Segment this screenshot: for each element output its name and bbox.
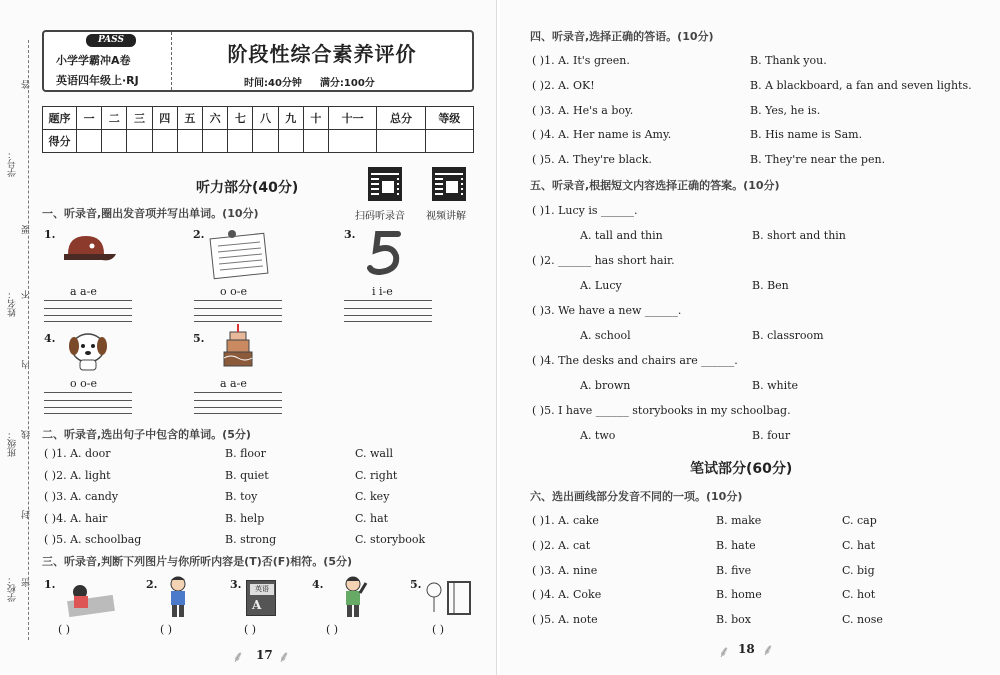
s2-question[interactable]: ( )2. A. light bbox=[44, 468, 111, 482]
writing-lines bbox=[44, 300, 132, 322]
qr-code-audio[interactable] bbox=[368, 167, 402, 201]
qr-caption-audio: 扫码听录音 bbox=[355, 211, 405, 222]
s1-options: o o-e bbox=[70, 377, 97, 390]
score-input-cell[interactable] bbox=[77, 130, 102, 153]
score-header-cell: 十一 bbox=[329, 107, 377, 130]
s5-option-a: A. Lucy bbox=[580, 279, 622, 292]
section5-title: 五、听录音,根据短文内容选择正确的答案。(10分) bbox=[530, 179, 780, 192]
time-label: 时间:40分钟 bbox=[244, 78, 302, 89]
s6-option: C. cap bbox=[842, 514, 877, 527]
s2-option: C. storybook bbox=[355, 533, 426, 546]
s2-option: C. right bbox=[355, 468, 398, 482]
grade-label: 英语四年级上·RJ bbox=[56, 74, 139, 87]
score-input-cell[interactable] bbox=[329, 130, 377, 153]
score-header-cell: 八 bbox=[253, 107, 278, 130]
s5-question[interactable]: ( )5. I have ______ storybooks in my schoolbag. bbox=[532, 404, 791, 417]
writing-lines bbox=[344, 300, 432, 322]
score-input-cell[interactable] bbox=[152, 130, 177, 153]
s4-option-b: B. Yes, he is. bbox=[750, 103, 821, 117]
score-input-cell[interactable] bbox=[303, 130, 328, 153]
boy-waving-icon bbox=[338, 575, 368, 621]
margin-label-id: 学号： bbox=[8, 150, 18, 177]
cut-line bbox=[28, 40, 29, 640]
margin-char: 答 bbox=[22, 80, 32, 89]
margin-label-name: 姓名： bbox=[8, 290, 18, 317]
s1-options: a a-e bbox=[220, 377, 247, 390]
s4-question[interactable]: ( )5. A. They're black. bbox=[532, 153, 652, 167]
s2-option: C. key bbox=[355, 490, 390, 503]
s5-question[interactable]: ( )2. ______ has short hair. bbox=[532, 254, 675, 267]
score-header-cell: 九 bbox=[278, 107, 303, 130]
score-header-cell: 十 bbox=[303, 107, 328, 130]
boy-drawing-icon bbox=[64, 580, 118, 618]
s4-option-b: B. A blackboard, a fan and seven lights. bbox=[750, 78, 972, 92]
section3-title: 三、听录音,判断下列图片与你所听内容是(T)否(F)相符。(5分) bbox=[42, 555, 353, 568]
writing-lines bbox=[194, 300, 282, 322]
s5-option-b: B. classroom bbox=[752, 329, 824, 342]
s3-answer-paren[interactable]: ( ) bbox=[160, 623, 173, 636]
score-input-cell[interactable] bbox=[102, 130, 127, 153]
margin-label-class: 班级： bbox=[8, 430, 18, 457]
writing-lines bbox=[194, 392, 282, 414]
written-title: 笔试部分(60分) bbox=[690, 461, 793, 477]
margin-char: 要 bbox=[22, 225, 32, 234]
s6-option: B. five bbox=[716, 563, 752, 577]
s1-item-number: 2. bbox=[193, 228, 205, 241]
score-input-cell[interactable] bbox=[177, 130, 202, 153]
score-header-cell: 五 bbox=[177, 107, 202, 130]
s6-question[interactable]: ( )3. A. nine bbox=[532, 563, 598, 577]
exam-header bbox=[42, 30, 474, 92]
score-header-cell: 总分 bbox=[377, 107, 425, 130]
margin-char: 密 bbox=[22, 578, 32, 587]
s4-question[interactable]: ( )1. A. It's green. bbox=[532, 54, 630, 67]
s5-option-b: B. white bbox=[752, 379, 799, 392]
number-five-icon bbox=[366, 228, 406, 278]
page-number-right: 18 bbox=[738, 642, 755, 656]
s2-question[interactable]: ( )3. A. candy bbox=[44, 490, 119, 503]
s2-option: C. hat bbox=[355, 511, 389, 525]
section6-title: 六、选出画线部分发音不同的一项。(10分) bbox=[530, 490, 743, 503]
s5-question[interactable]: ( )1. Lucy is ______. bbox=[532, 204, 638, 217]
score-input-cell[interactable] bbox=[377, 130, 425, 153]
dog-icon bbox=[66, 326, 110, 372]
s3-answer-paren[interactable]: ( ) bbox=[326, 623, 339, 636]
score-header-cell: 七 bbox=[228, 107, 253, 130]
series-name: 小学学霸冲A卷 bbox=[56, 54, 131, 67]
s3-answer-paren[interactable]: ( ) bbox=[432, 623, 445, 636]
s5-option-a: A. tall and thin bbox=[580, 229, 663, 242]
pass-logo: PASS bbox=[86, 34, 136, 47]
s6-option: C. nose bbox=[842, 613, 883, 627]
exam-title: 阶段性综合素养评价 bbox=[227, 42, 417, 66]
cake-icon bbox=[218, 322, 258, 370]
score-input-cell[interactable] bbox=[278, 130, 303, 153]
score-table-score-row bbox=[43, 130, 474, 153]
score-header-cell: 六 bbox=[203, 107, 228, 130]
s4-option-b: B. They're near the pen. bbox=[750, 153, 886, 167]
s5-option-b: B. four bbox=[752, 429, 791, 442]
margin-char: 线 bbox=[22, 430, 32, 439]
score-input-cell[interactable] bbox=[425, 130, 473, 153]
section1-title: 一、听录音,圈出发音项并写出单词。(10分) bbox=[42, 207, 259, 220]
s1-item-number: 4. bbox=[44, 332, 56, 345]
s2-question[interactable]: ( )4. A. hair bbox=[44, 511, 108, 525]
s1-item-number: 5. bbox=[193, 332, 205, 345]
s5-option-a: A. brown bbox=[580, 379, 631, 392]
s5-option-b: B. short and thin bbox=[752, 229, 846, 242]
s2-option: B. strong bbox=[225, 533, 277, 546]
s6-option: B. hate bbox=[716, 538, 756, 552]
s5-option-a: A. school bbox=[580, 329, 631, 342]
s5-question[interactable]: ( )3. We have a new ______. bbox=[532, 304, 682, 317]
score-header-cell: 二 bbox=[102, 107, 127, 130]
writing-lines bbox=[44, 392, 132, 414]
listening-title: 听力部分(40分) bbox=[196, 180, 299, 196]
page-number-left: 17 bbox=[256, 648, 273, 662]
s6-question[interactable]: ( )5. A. note bbox=[532, 613, 598, 627]
qr-code-video[interactable] bbox=[432, 167, 466, 201]
s3-item-number: 2. bbox=[146, 578, 158, 591]
s6-question[interactable]: ( )1. A. cake bbox=[532, 514, 599, 527]
left-page bbox=[0, 0, 497, 675]
header-left-box bbox=[44, 32, 172, 90]
s1-options: o o-e bbox=[220, 285, 247, 298]
s3-answer-paren[interactable]: ( ) bbox=[58, 623, 71, 636]
s1-options: i i-e bbox=[372, 285, 393, 298]
score-input-cell[interactable] bbox=[127, 130, 152, 153]
score-header-cell: 三 bbox=[127, 107, 152, 130]
s3-item-number: 5. bbox=[410, 578, 422, 591]
right-page bbox=[500, 0, 1000, 675]
score-row-label: 得分 bbox=[43, 130, 77, 153]
score-header-cell: 一 bbox=[77, 107, 102, 130]
section2-title: 二、听录音,选出句子中包含的单词。(5分) bbox=[42, 428, 251, 441]
exam-meta bbox=[244, 74, 393, 89]
s2-question[interactable]: ( )5. A. schoolbag bbox=[44, 533, 142, 546]
s4-question[interactable]: ( )3. A. He's a boy. bbox=[532, 103, 634, 117]
boy-standing-icon bbox=[164, 575, 192, 621]
s1-item-number: 3. bbox=[344, 228, 356, 241]
plant-decoration-icon: ⸙ bbox=[718, 642, 731, 661]
s4-question[interactable]: ( )4. A. Her name is Amy. bbox=[532, 128, 672, 142]
score-header-cell: 四 bbox=[152, 107, 177, 130]
s3-item-number: 3. bbox=[230, 578, 242, 591]
s6-option: B. box bbox=[716, 613, 751, 627]
s4-question[interactable]: ( )2. A. OK! bbox=[532, 78, 595, 92]
margin-char: 内 bbox=[22, 360, 32, 369]
s5-option-a: A. two bbox=[580, 429, 616, 442]
s4-option-b: B. Thank you. bbox=[750, 54, 827, 67]
book-label: 英语 bbox=[250, 584, 274, 595]
fan-door-icon bbox=[424, 580, 474, 616]
s4-option-b: B. His name is Sam. bbox=[750, 128, 863, 142]
s1-item-number: 1. bbox=[44, 228, 56, 241]
s3-answer-paren[interactable]: ( ) bbox=[244, 623, 257, 636]
score-table bbox=[42, 106, 474, 153]
section4-title: 四、听录音,选择正确的答语。(10分) bbox=[530, 30, 714, 43]
score-input-cell[interactable] bbox=[203, 130, 228, 153]
plant-decoration-icon: ⸙ bbox=[278, 647, 291, 666]
s1-options: a a-e bbox=[70, 285, 97, 298]
s6-option: B. make bbox=[716, 514, 762, 527]
notice-paper-icon bbox=[208, 228, 270, 280]
s6-option: C. hot bbox=[842, 588, 876, 602]
s2-option: B. floor bbox=[225, 447, 266, 460]
plant-decoration-icon: ⸙ bbox=[232, 647, 245, 666]
score-input-cell[interactable] bbox=[253, 130, 278, 153]
s6-option: B. home bbox=[716, 588, 762, 602]
plant-decoration-icon: ⸙ bbox=[762, 640, 775, 659]
s6-option: C. hat bbox=[842, 538, 876, 552]
s2-option: B. toy bbox=[225, 490, 258, 503]
score-input-cell[interactable] bbox=[228, 130, 253, 153]
s2-option: B. quiet bbox=[225, 468, 269, 482]
qr-caption-video: 视频讲解 bbox=[426, 211, 466, 222]
s3-item-number: 1. bbox=[44, 578, 56, 591]
score-table-header-row bbox=[43, 107, 474, 130]
margin-char: 封 bbox=[22, 510, 32, 519]
s5-option-b: B. Ben bbox=[752, 279, 789, 292]
s5-question[interactable]: ( )4. The desks and chairs are ______. bbox=[532, 354, 738, 367]
s6-option: C. big bbox=[842, 563, 875, 577]
margin-label-school: 学校： bbox=[8, 575, 18, 602]
margin-char: 不 bbox=[22, 290, 32, 299]
s2-question[interactable]: ( )1. A. door bbox=[44, 447, 111, 460]
score-header-cell: 等级 bbox=[425, 107, 473, 130]
score-header-cell: 题序 bbox=[43, 107, 77, 130]
full-score-label: 满分:100分 bbox=[319, 78, 375, 89]
s3-item-number: 4. bbox=[312, 578, 324, 591]
s2-option: B. help bbox=[225, 511, 265, 525]
s6-question[interactable]: ( )2. A. cat bbox=[532, 538, 591, 552]
s6-question[interactable]: ( )4. A. Coke bbox=[532, 588, 602, 602]
s2-option: C. wall bbox=[355, 447, 394, 460]
cap-icon bbox=[62, 232, 118, 272]
english-book-icon: 英语 A bbox=[246, 580, 276, 616]
